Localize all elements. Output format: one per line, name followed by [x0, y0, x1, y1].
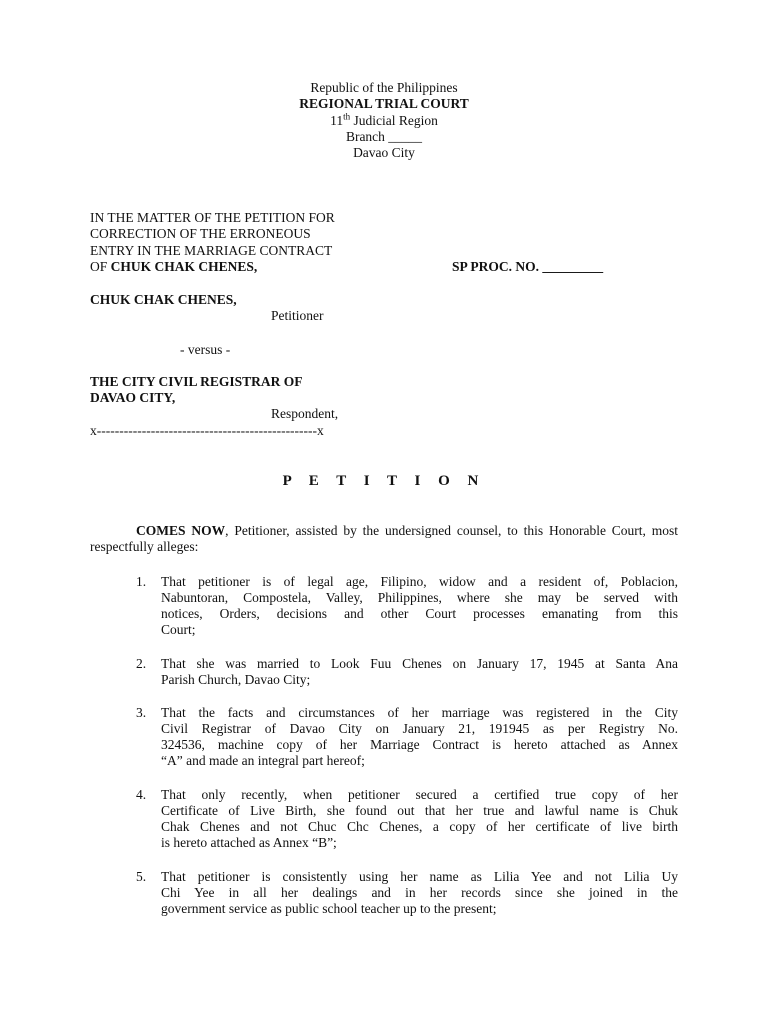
item-line: Nabuntoran, Compostela, Valley, Philippines, where she may be served with	[161, 590, 678, 605]
caption-separator: x-------------------------------------------------x	[90, 423, 324, 438]
item-line: That petitioner is of legal age, Filipino, widow and a resident of, Poblacion,	[161, 574, 678, 589]
item-line: Court;	[161, 622, 196, 637]
header-branch: Branch _____	[345, 129, 423, 144]
intro-text: , Petitioner, assisted by the undersigned counsel, to this Honorable Court, most respectfully alleges:	[90, 523, 678, 554]
header-republic: Republic of the Philippines	[310, 80, 458, 95]
list-item	[161, 656, 678, 688]
item-line: Chak Chenes and not Chuc Chc Chenes, a copy of her certificate of live birth	[161, 819, 678, 834]
caption-matter-line-4	[90, 259, 257, 275]
list-item	[161, 705, 678, 769]
intro-lead: COMES NOW	[136, 523, 226, 538]
item-line: is hereto attached as Annex “B”;	[161, 835, 337, 850]
item-line: Certificate of Live Birth, she found out that her true and lawful name is Chuk	[161, 803, 678, 818]
item-number: 4.	[136, 787, 147, 802]
item-number: 3.	[136, 705, 147, 720]
case-number: SP PROC. NO. _________	[452, 259, 604, 274]
item-line: Parish Church, Davao City;	[161, 672, 311, 687]
header-region	[0, 113, 768, 129]
list-item	[161, 869, 678, 917]
versus-label: - versus -	[180, 342, 231, 357]
item-line: notices, Orders, decisions and other Court processes emanating from this	[161, 606, 678, 621]
caption-matter-line-2: CORRECTION OF THE ERRONEOUS	[90, 226, 311, 241]
caption-matter-line-1: IN THE MATTER OF THE PETITION FOR	[90, 210, 335, 225]
caption-of-name: CHUK CHAK CHENES,	[110, 259, 258, 274]
item-line: That petitioner is consistently using her name as Lilia Yee and not Lilia Uy	[161, 869, 678, 884]
header-court: REGIONAL TRIAL COURT	[299, 96, 469, 111]
intro-paragraph	[90, 523, 678, 555]
respondent-line-2: DAVAO CITY,	[90, 390, 176, 405]
petitioner-label: Petitioner	[271, 308, 324, 323]
petitioner-name: CHUK CHAK CHENES,	[90, 292, 237, 307]
respondent-line-1: THE CITY CIVIL REGISTRAR OF	[90, 374, 303, 389]
item-line: government service as public school teacher up to the present;	[161, 901, 497, 916]
item-line: That the facts and circumstances of her marriage was registered in the City	[161, 705, 678, 720]
region-number: 11	[330, 113, 344, 128]
caption-of-prefix: OF	[90, 259, 111, 274]
item-line: Chi Yee in all her dealings and in her records since she joined in the	[161, 885, 678, 900]
item-line: “A” and made an integral part hereof;	[161, 753, 365, 768]
item-line: That she was married to Look Fuu Chenes on January 17, 1945 at Santa Ana	[161, 656, 678, 671]
region-label: Judicial Region	[350, 113, 438, 128]
caption-matter-line-3: ENTRY IN THE MARRIAGE CONTRACT	[90, 243, 333, 258]
list-item	[161, 787, 678, 851]
item-number: 1.	[136, 574, 147, 589]
item-line: Civil Registrar of Davao City on January 21, 191945 as per Registry No.	[161, 721, 678, 736]
list-item	[161, 574, 678, 638]
respondent-label: Respondent,	[271, 406, 339, 421]
item-number: 5.	[136, 869, 147, 884]
header-city: Davao City	[353, 145, 415, 160]
item-line: 324536, machine copy of her Marriage Contract is hereto attached as Annex	[161, 737, 678, 752]
item-number: 2.	[136, 656, 147, 671]
item-line: That only recently, when petitioner secured a certified true copy of her	[161, 787, 678, 802]
region-suffix: th	[343, 111, 351, 122]
document-title: P E T I T I O N	[282, 473, 486, 489]
